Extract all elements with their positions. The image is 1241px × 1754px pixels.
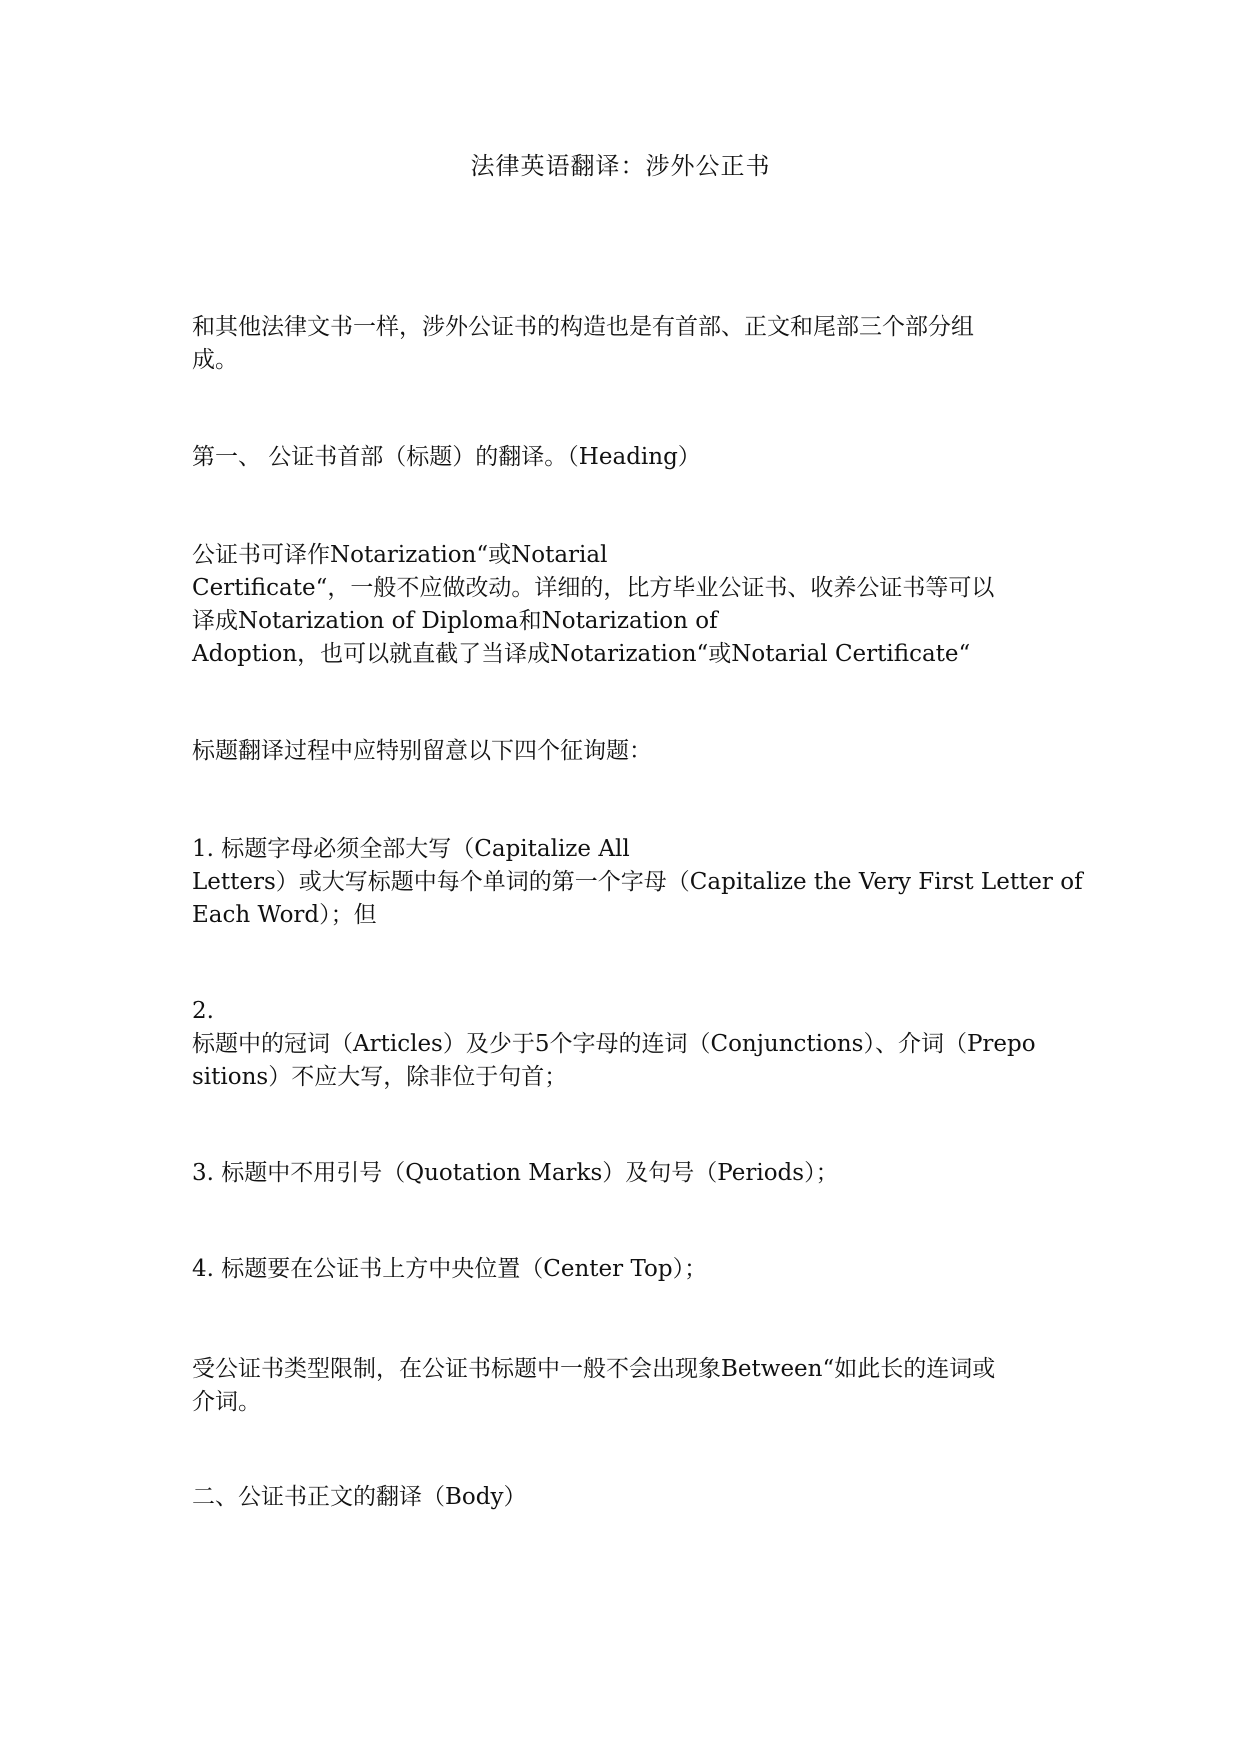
paragraph-line: Certificate“，一般不应做改动。详细的，比方毕业公证书、收养公证书等可以 <box>192 575 995 601</box>
paragraph-line: 3. 标题中不用引号（Quotation Marks）及句号（Periods）； <box>192 1160 839 1186</box>
document-title: 法律英语翻译：涉外公正书 <box>470 152 771 180</box>
paragraph-line: 标题翻译过程中应特别留意以下四个征询题： <box>192 738 652 764</box>
intro-paragraph <box>192 311 1062 377</box>
paragraph-line: Each Word）；但 <box>192 902 377 928</box>
rule-item-3 <box>192 1157 1062 1190</box>
paragraph-line: 和其他法律文书一样，涉外公证书的构造也是有首部、正文和尾部三个部分组 <box>192 314 974 340</box>
rules-intro-paragraph <box>192 735 1062 768</box>
rule-item-1 <box>192 833 1083 932</box>
paragraph-line: sitions）不应大写，除非位于句首； <box>192 1064 568 1090</box>
restriction-paragraph <box>192 1353 1062 1419</box>
rule-item-4 <box>192 1253 1062 1286</box>
paragraph-line: 介词。 <box>192 1389 261 1415</box>
paragraph-line: 译成Notarization of Diploma和Notarization of <box>192 608 718 634</box>
paragraph-line: 1. 标题字母必须全部大写（Capitalize All <box>192 836 630 862</box>
paragraph-line: Adoption，也可以就直截了当译成Notarization“或Notarial Certificate“ <box>192 641 971 667</box>
section-heading-2 <box>192 1481 1062 1514</box>
paragraph-line: Letters）或大写标题中每个单词的第一个字母（Capitalize the Very First Letter of <box>192 869 1083 895</box>
translation-paragraph <box>192 539 1062 671</box>
paragraph-line: 第一、 公证书首部（标题）的翻译。（Heading） <box>192 444 701 470</box>
paragraph-line: 4. 标题要在公证书上方中央位置（Center Top）； <box>192 1256 708 1282</box>
paragraph-line: 公证书可译作Notarization“或Notarial <box>192 542 608 568</box>
section-heading-1 <box>192 441 1062 474</box>
rule-item-2 <box>192 995 1062 1094</box>
paragraph-line: 标题中的冠词（Articles）及少于5个字母的连词（Conjunctions）、介词（Prepo <box>192 1031 1036 1057</box>
paragraph-line: 二、公证书正文的翻译（Body） <box>192 1484 527 1510</box>
paragraph-line: 成。 <box>192 347 238 373</box>
paragraph-line: 2. <box>192 998 214 1024</box>
paragraph-line: 受公证书类型限制，在公证书标题中一般不会出现象Between“如此长的连词或 <box>192 1356 996 1382</box>
